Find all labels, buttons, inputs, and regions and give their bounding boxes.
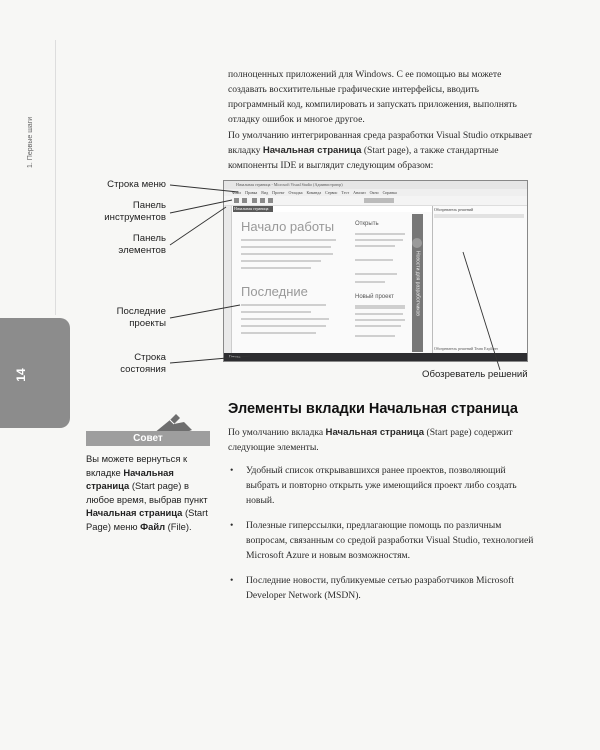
leader-toolbox [170, 207, 226, 245]
ide-recent-heading: Последние [241, 284, 308, 299]
ide-solution-explorer-title: Обозреватель решений [434, 207, 474, 212]
ide-start-heading: Начало работы [241, 219, 335, 234]
callout-menu-bar: Строка меню [107, 179, 166, 190]
ide-menu-items: Файл Правка Вид Проект Отладка Команда Сервис Тест Анализ Окно Справка [232, 190, 397, 195]
leader-menu-bar [170, 185, 238, 192]
leader-solution-explorer [463, 252, 500, 370]
tip-title: Совет [133, 433, 163, 444]
section-paragraph: По умолчанию вкладка Начальная страница (Start page) содержит следующие элементы. [228, 427, 513, 453]
ide-status-text: Готово [229, 354, 241, 359]
intro-paragraph-1: полноценных приложений для Windows. С ее помощью вы можете создавать восхитительные графические интерфейсы, вводить программный код, компилировать и запускать приложения, выполнять отладку ошибок и многое другое. [228, 69, 517, 125]
leader-toolbar [170, 200, 232, 213]
tip-text: Вы можете вернуться к вкладке Начальная страница (Start page) в любое время, выбрав пункт Начальная страница (Start Page) меню Файл (File). [86, 453, 208, 532]
bullet-item: • Полезные гиперссылки, предлагающие помощь по различным вопросам, связанным со средой разработки Visual Studio, технологией Microsoft Azure и новым возможностям. [228, 518, 536, 563]
callout-solution-explorer: Обозреватель решений [422, 369, 528, 380]
bullet-item: • Последние новости, публикуемые сетью разработчиков Microsoft Developer Network (MSDN). [228, 573, 536, 603]
bullet-list [228, 463, 536, 613]
callout-toolbar: Панель инструментов [104, 200, 166, 223]
page-number: 14 [14, 368, 28, 382]
section-heading: Элементы вкладки Начальная страница [228, 401, 518, 417]
callout-status-bar: Строка состояния [120, 352, 166, 375]
intro-paragraph-2: По умолчанию интегрированная среда разработки Visual Studio открывает вкладку Начальная страница (Start page), а также стандартные компоненты IDE и выглядит следующим образом: [228, 130, 533, 171]
ide-news-strip-label: Новости для разработчиков [414, 250, 421, 316]
running-head: 1. Первые шаги [27, 116, 34, 168]
leader-status-bar [170, 356, 250, 363]
leader-recent-projects [170, 305, 240, 318]
ide-new-project-heading: Новый проект [355, 294, 394, 300]
callout-toolbox: Панель элементов [118, 233, 166, 256]
ide-start-tab-label: Начальная страница [234, 206, 269, 211]
ide-window-title: Начальная страница - Microsoft Visual Studio (Администратор) [236, 182, 343, 187]
ide-solution-explorer-tabs: Обозреватель решений Team Explorer [434, 346, 499, 351]
bullet-item: • Удобный список открывавшихся ранее проектов, позволяющий выбрать и повторно открыть уже имеющийся проект либо создать новый. [228, 463, 536, 508]
ide-open-heading: Открыть [355, 221, 379, 227]
callout-recent-projects: Последние проекты [116, 306, 166, 329]
